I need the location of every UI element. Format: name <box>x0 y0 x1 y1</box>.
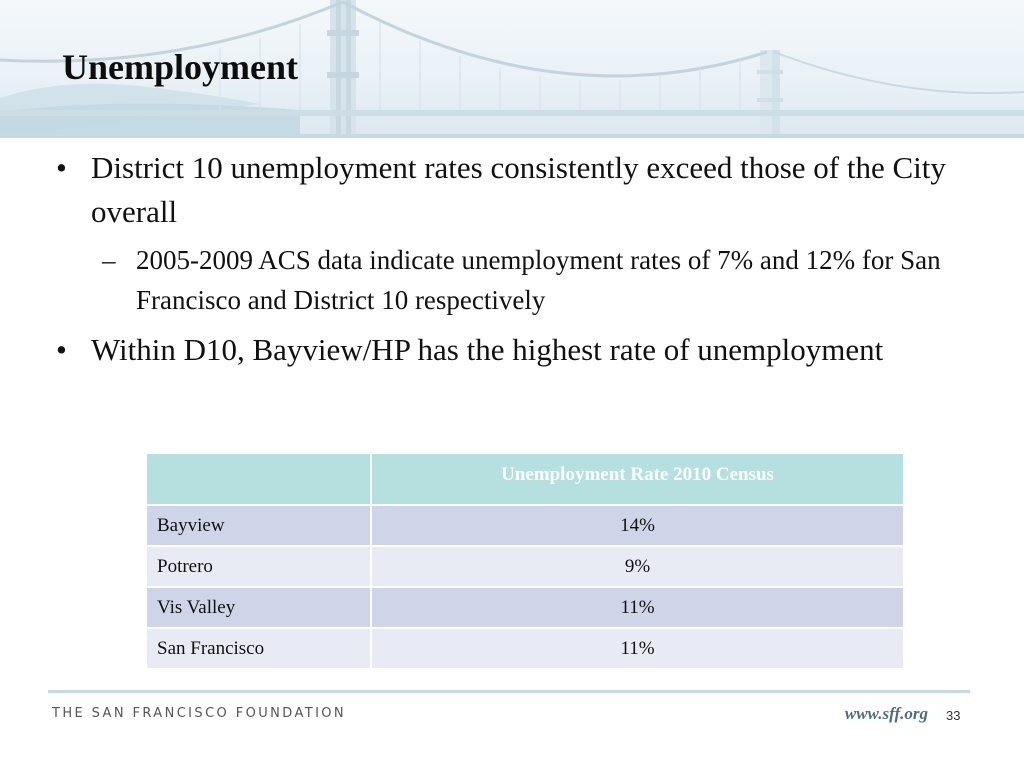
unemployment-table-wrapper <box>145 452 905 670</box>
table-row <box>146 546 904 587</box>
footer-organization: THE SAN FRANCISCO FOUNDATION <box>52 706 347 721</box>
area-name-cell: Vis Valley <box>146 587 371 628</box>
area-name-cell: Potrero <box>146 546 371 587</box>
table-header-blank <box>146 453 371 505</box>
table-row <box>146 505 904 546</box>
table-header-row <box>146 453 904 505</box>
rate-value-cell: 11% <box>371 587 904 628</box>
page-number: 33 <box>946 708 961 723</box>
sub-bullet-item <box>56 240 976 320</box>
bullet-marker: • <box>56 332 67 367</box>
bullet-item <box>56 328 976 372</box>
bullet-text: Within D10, Bayview/HP has the highest rate of unemployment <box>91 332 884 367</box>
footer-rule <box>48 690 970 693</box>
bullet-text: District 10 unemployment rates consistently exceed those of the City overall <box>91 150 946 229</box>
sub-bullet-marker: – <box>102 245 116 275</box>
footer-url-link[interactable]: www.sff.org <box>844 704 928 723</box>
rate-value-cell: 9% <box>371 546 904 587</box>
unemployment-table <box>145 452 905 670</box>
area-name-cell: San Francisco <box>146 628 371 669</box>
rate-value-cell: 14% <box>371 505 904 546</box>
rate-value-cell: 11% <box>371 628 904 669</box>
bullet-marker: • <box>56 150 67 185</box>
header-rule <box>0 134 1024 138</box>
table-row <box>146 587 904 628</box>
table-header-rate: Unemployment Rate 2010 Census <box>371 453 904 505</box>
table-row <box>146 628 904 669</box>
area-name-cell: Bayview <box>146 505 371 546</box>
sub-bullet-text: 2005-2009 ACS data indicate unemployment rates of 7% and 12% for San Francisco and District 10 respectively <box>136 245 941 315</box>
bullet-item <box>56 146 976 234</box>
bullet-list <box>56 146 976 378</box>
slide-title: Unemployment <box>62 47 298 87</box>
